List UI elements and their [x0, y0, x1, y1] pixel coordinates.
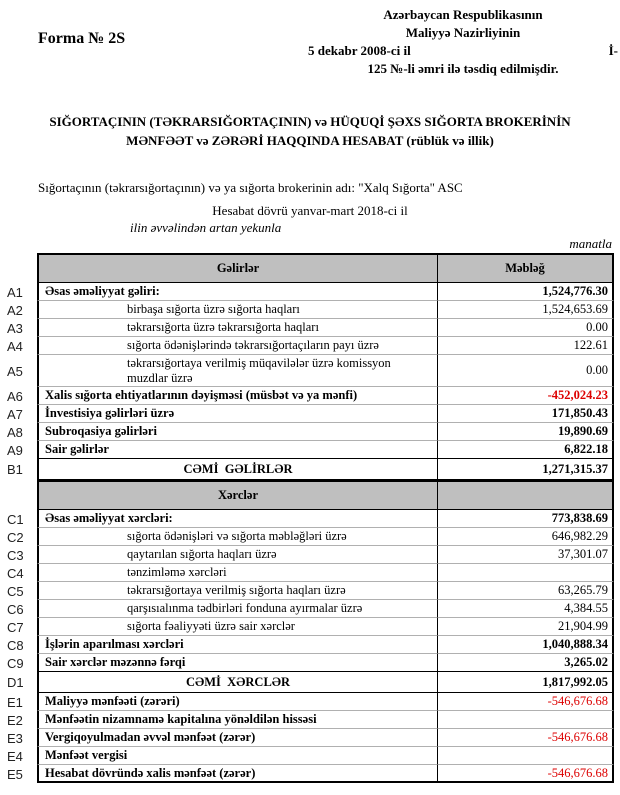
row-code: C1	[7, 511, 24, 527]
row-code: C2	[7, 529, 24, 545]
approval-line-1: Azərbaycan Respublikasının	[383, 7, 543, 22]
report-table	[0, 253, 614, 783]
expense-header-amount-cell	[437, 480, 614, 510]
insurer-name-line: Sığortaçının (təkrarsığortaçının) və ya sığorta brokerinin adı: "Xalq Sığorta" ASC	[38, 180, 463, 195]
row-amount: 4,384.55	[437, 600, 614, 618]
row-label: CƏMİ XƏRCLƏR	[37, 672, 437, 693]
approval-line-3-suffix: İ-	[608, 43, 618, 58]
row-amount: -546,676.68	[437, 729, 614, 747]
row-amount: 6,822.18	[437, 441, 614, 459]
row-code: E2	[7, 712, 23, 728]
table-row	[0, 301, 614, 319]
row-label: Əsas əməliyyat gəliri:	[37, 283, 437, 301]
row-label: Mənfəətin nizamnamə kapitalına yönəldilən hissəsi	[37, 711, 437, 729]
row-label: Əsas əməliyyat xərcləri:	[37, 510, 437, 528]
report-period-line: Hesabat dövrü yanvar-mart 2018-ci il	[212, 203, 408, 218]
row-code	[0, 253, 37, 283]
row-amount: 0.00	[437, 355, 614, 387]
row-code: B1	[7, 462, 23, 477]
row-amount: 1,524,653.69	[437, 301, 614, 319]
row-amount: 773,838.69	[437, 510, 614, 528]
row-label: Mənfəət vergisi	[37, 747, 437, 765]
row-amount: 646,982.29	[437, 528, 614, 546]
table-row	[0, 711, 614, 729]
row-label: təkrarsığorta üzrə təkrarsığorta haqları	[37, 319, 437, 337]
table-row	[0, 693, 614, 711]
expense-section-header: Xərclər	[37, 480, 437, 510]
row-code: A1	[7, 284, 23, 300]
table-row	[0, 528, 614, 546]
row-label: tənzimləmə xərcləri	[37, 564, 437, 582]
row-code: A3	[7, 320, 23, 336]
table-row	[0, 600, 614, 618]
approval-line-4: 125 №-li əmri ilə təsdiq edilmişdir.	[367, 61, 559, 76]
row-label: Subroqasiya gəlirləri	[37, 423, 437, 441]
total-expense-row	[0, 672, 614, 693]
row-code: C5	[7, 583, 24, 599]
table-row	[0, 636, 614, 654]
table-row	[0, 582, 614, 600]
approval-line-3	[308, 42, 618, 60]
row-amount: 37,301.07	[437, 546, 614, 564]
row-amount: 1,817,992.05	[437, 672, 614, 693]
table-row	[0, 283, 614, 301]
approval-date: 5 dekabr 2008-ci il	[308, 43, 411, 58]
table-row	[0, 654, 614, 672]
row-code: C4	[7, 565, 24, 581]
report-title-line-1: SIĞORTAÇININ (TƏKRARSIĞORTAÇININ) və HÜQUQİ ŞƏXS SIĞORTA BROKERİNİN	[49, 114, 571, 129]
table-row	[0, 564, 614, 582]
row-amount	[437, 711, 614, 729]
approval-block	[308, 6, 618, 78]
row-code: A9	[7, 442, 23, 458]
table-row	[0, 618, 614, 636]
table-row	[0, 441, 614, 459]
row-code: C3	[7, 547, 24, 563]
row-label: İnvestisiya gəlirləri üzrə	[37, 405, 437, 423]
row-label: Sair gəlirlər	[37, 441, 437, 459]
total-income-row	[0, 459, 614, 480]
row-code: A6	[7, 388, 23, 404]
table-row	[0, 747, 614, 765]
row-label: təkrarsığortaya verilmiş sığorta haqları üzrə	[37, 582, 437, 600]
table-row	[0, 387, 614, 405]
row-code: A5	[7, 363, 23, 379]
row-amount: -546,676.68	[437, 765, 614, 783]
row-code	[0, 480, 37, 510]
page-header	[0, 0, 620, 78]
row-code: E3	[7, 730, 23, 746]
row-code: A4	[7, 338, 23, 354]
amount-column-header: Məbləğ	[437, 253, 614, 283]
row-code: E1	[7, 694, 23, 710]
row-label: sığorta fəaliyyəti üzrə sair xərclər	[37, 618, 437, 636]
row-amount: 3,265.02	[437, 654, 614, 672]
row-amount: 171,850.43	[437, 405, 614, 423]
income-header-row	[0, 253, 614, 283]
row-label: Maliyyə mənfəəti (zərəri)	[37, 693, 437, 711]
form-number: Forma № 2S	[38, 30, 126, 47]
row-code: E4	[7, 748, 23, 764]
row-label: sığorta ödənişləri və sığorta məbləğləri üzrə	[37, 528, 437, 546]
income-section-header: Gəlirlər	[37, 253, 437, 283]
row-label: Xalis sığorta ehtiyatlarının dəyişməsi (müsbət və ya mənfi)	[37, 387, 437, 405]
row-amount	[437, 747, 614, 765]
row-amount: 0.00	[437, 319, 614, 337]
row-amount: -452,024.23	[437, 387, 614, 405]
row-amount: -546,676.68	[437, 693, 614, 711]
row-amount: 1,040,888.34	[437, 636, 614, 654]
currency-note: manatla	[569, 236, 612, 251]
report-title-line-2: MƏNFƏƏT və ZƏRƏRİ HAQQINDA HESABAT (rüblük və illik)	[126, 133, 494, 148]
row-code: C7	[7, 619, 24, 635]
table-row	[0, 765, 614, 783]
row-label: qarşısıalınma tədbirləri fonduna ayırmalar üzrə	[37, 600, 437, 618]
table-row	[0, 729, 614, 747]
table-row	[0, 423, 614, 441]
row-code: C6	[7, 601, 24, 617]
table-row	[0, 337, 614, 355]
row-code: A7	[7, 406, 23, 422]
row-label: Vergiqoyulmadan əvvəl mənfəət (zərər)	[37, 729, 437, 747]
row-amount: 1,524,776.30	[437, 283, 614, 301]
row-label: təkrarsığortaya verilmiş müqavilələr üzrə komissyon muzdlar üzrə	[37, 355, 437, 387]
row-code: D1	[7, 675, 24, 690]
table-row	[0, 405, 614, 423]
row-code: A2	[7, 302, 23, 318]
row-code: A8	[7, 424, 23, 440]
row-code: C9	[7, 655, 24, 671]
row-amount	[437, 564, 614, 582]
row-label: CƏMİ GƏLİRLƏR	[37, 459, 437, 480]
expense-header-row	[0, 480, 614, 510]
row-label: birbaşa sığorta üzrə sığorta haqları	[37, 301, 437, 319]
row-label: sığorta ödənişlərində təkrarsığortaçıların payı üzrə	[37, 337, 437, 355]
report-title	[0, 112, 620, 150]
row-label: İşlərin aparılması xərcləri	[37, 636, 437, 654]
table-row	[0, 355, 614, 387]
row-label: Hesabat dövründə xalis mənfəət (zərər)	[37, 765, 437, 783]
row-amount: 1,271,315.37	[437, 459, 614, 480]
cumulative-note: ilin əvvəlindən artan yekunla	[130, 220, 282, 235]
approval-line-2: Maliyyə Nazirliyinin	[405, 25, 521, 40]
table-row	[0, 319, 614, 337]
row-amount: 122.61	[437, 337, 614, 355]
row-amount: 21,904.99	[437, 618, 614, 636]
row-amount: 19,890.69	[437, 423, 614, 441]
row-label: qaytarılan sığorta haqları üzrə	[37, 546, 437, 564]
table-row	[0, 510, 614, 528]
row-amount: 63,265.79	[437, 582, 614, 600]
row-code: E5	[7, 766, 23, 782]
row-code: C8	[7, 637, 24, 653]
row-label: Sair xərclər məzənnə fərqi	[37, 654, 437, 672]
table-row	[0, 546, 614, 564]
